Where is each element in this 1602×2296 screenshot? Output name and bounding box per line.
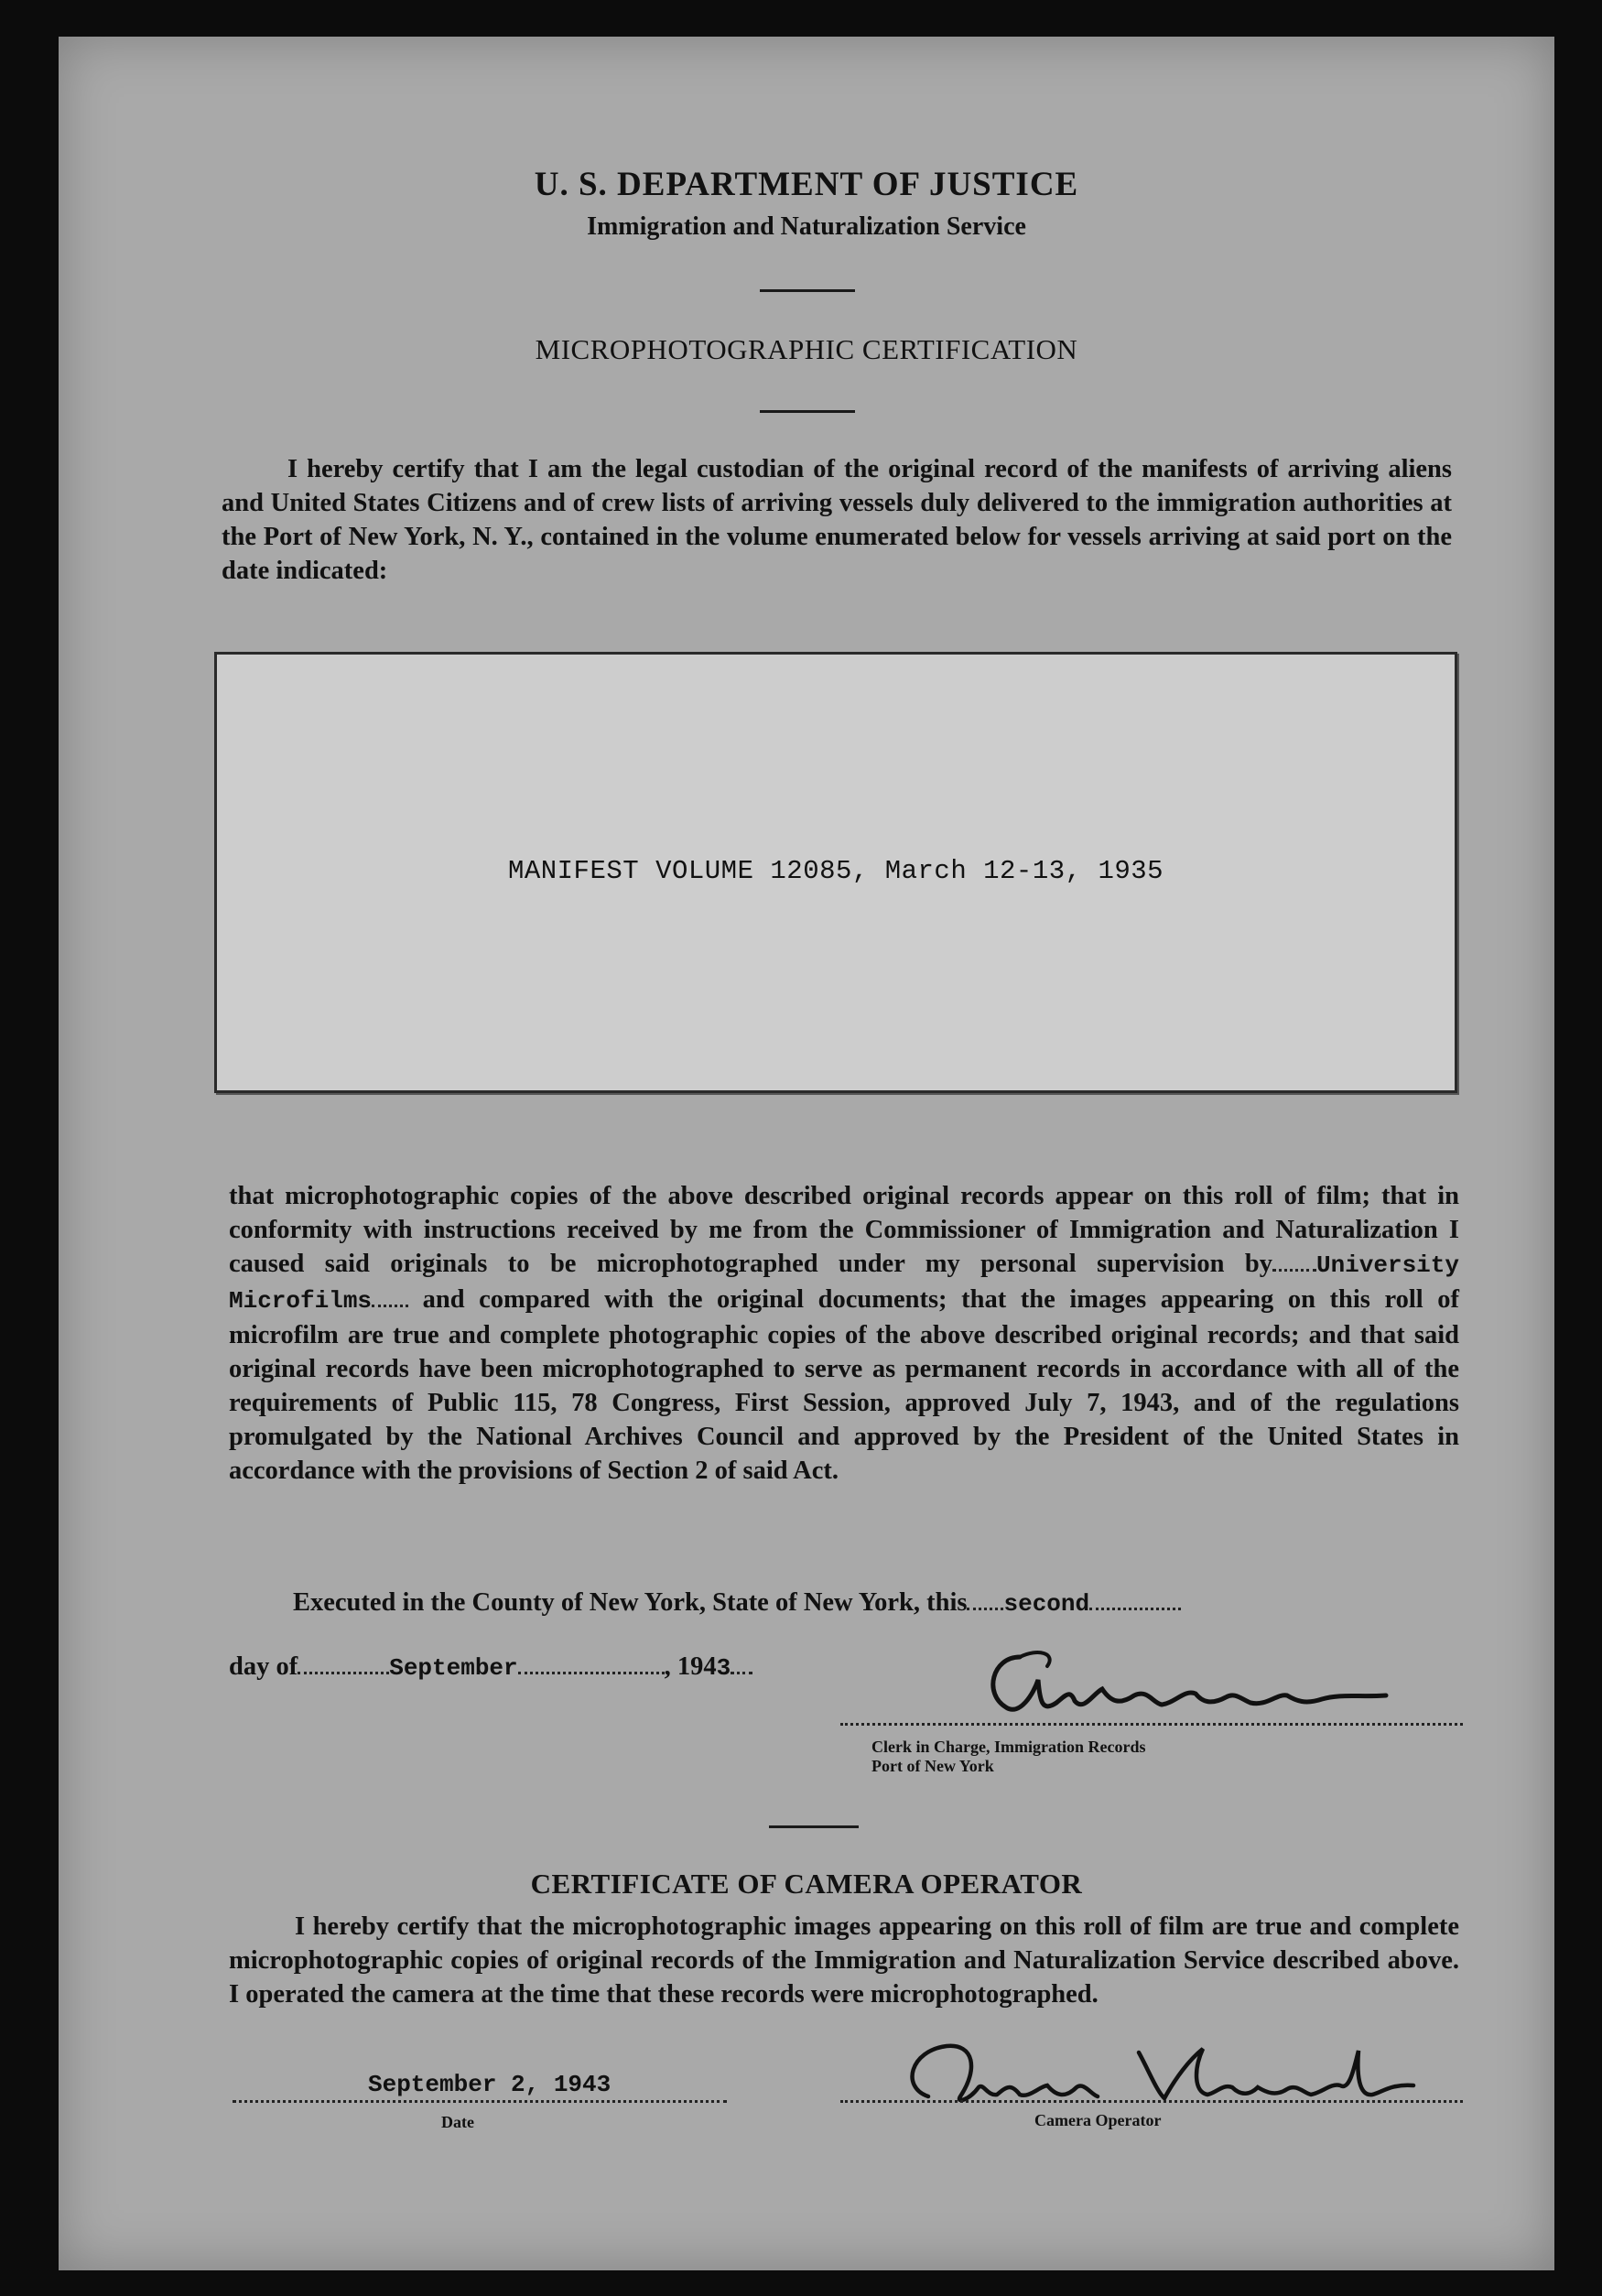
day-of-line: [229, 1650, 961, 1685]
clerk-title-line1: Clerk in Charge, Immigration Records: [871, 1738, 1146, 1756]
year-prefix: , 194: [664, 1652, 717, 1681]
camera-paragraph: [229, 1910, 1459, 2011]
operator-date-value: September 2, 1943: [368, 2071, 612, 2098]
dotted-leader: [372, 1305, 408, 1307]
manifest-label: MANIFEST VOLUME 12085, March 12-13, 1935: [507, 856, 1164, 886]
dotted-leader: [1089, 1608, 1181, 1610]
body-text-part2: and compared with the original documents; that the images appearing on this roll of microfilm are true and complete photographic copies of the above described original records; and that said original records have been microphotographed to serve as permanent records in accordance with all of the requirements of Public 115, 78 Congress, First Session, approved July 7, 1943, and of the regulations promulgated by the National Archives Council and approved by the President of the United States in accordance with the provisions of Section 2 of said Act.: [229, 1285, 1460, 1485]
day-value: second: [1003, 1590, 1090, 1618]
camera-certificate-title: CERTIFICATE OF CAMERA OPERATOR: [530, 1868, 1083, 1900]
manifest-paper-slip: [214, 652, 1457, 1093]
camera-text: I hereby certify that the microphotographic images appearing on this roll of film are true and complete microphotographic copies of original records of the Immigration and Naturalization Service described above. I operated the camera at the time that these records were microphotographed.: [229, 1912, 1459, 2009]
clerk-title: [871, 1738, 1145, 1776]
date-line: [233, 2100, 727, 2103]
clerk-signature-line: [840, 1723, 1463, 1726]
year-digit: 3: [716, 1654, 731, 1682]
divider-second: [760, 410, 855, 413]
dotted-leader: [518, 1672, 665, 1674]
date-label: Date: [441, 2113, 474, 2131]
dotted-leader: [731, 1672, 752, 1674]
clerk-title-line2: Port of New York: [871, 1757, 994, 1775]
dotted-leader: [1272, 1269, 1316, 1272]
divider-top: [760, 289, 855, 292]
clerk-signature: [956, 1639, 1432, 1726]
certificate-page: [59, 37, 1554, 2270]
dotted-leader: [967, 1608, 1003, 1610]
department-heading: U. S. DEPARTMENT OF JUSTICE: [534, 166, 1079, 203]
dotted-leader: [298, 1672, 389, 1674]
divider-bottom: [769, 1825, 859, 1828]
certification-body: [229, 1179, 1459, 1488]
camera-operator-line: [840, 2100, 1463, 2103]
day-of-label: day of: [229, 1652, 298, 1681]
microfilm-company: University Microfilms: [229, 1251, 1459, 1315]
intro-paragraph: [222, 452, 1452, 588]
intro-text: I hereby certify that I am the legal custodian of the original record of the manifests of arriving aliens and United States Citizens and of crew lists of arriving vessels duly delivered to the immigration authorities at the Port of New York, N. Y., contained in the volume enumerated below for vessels arriving at said port on the date indicated:: [222, 455, 1452, 585]
month-value: September: [389, 1654, 518, 1682]
executed-text: Executed in the County of New York, State of New York, this: [293, 1588, 968, 1617]
body-text-part1: that microphotographic copies of the above described original records appear on this roll of film; that in conformity with instructions received by me from the Commissioner of Immigration and Naturalization I caused said originals to be microphotographed under my personal supervision by: [229, 1182, 1459, 1278]
service-subheading: Immigration and Naturalization Service: [587, 212, 1026, 241]
camera-operator-label: Camera Operator: [1034, 2111, 1162, 2129]
certification-title: MICROPHOTOGRAPHIC CERTIFICATION: [535, 333, 1078, 365]
executed-line: [293, 1586, 1474, 1621]
